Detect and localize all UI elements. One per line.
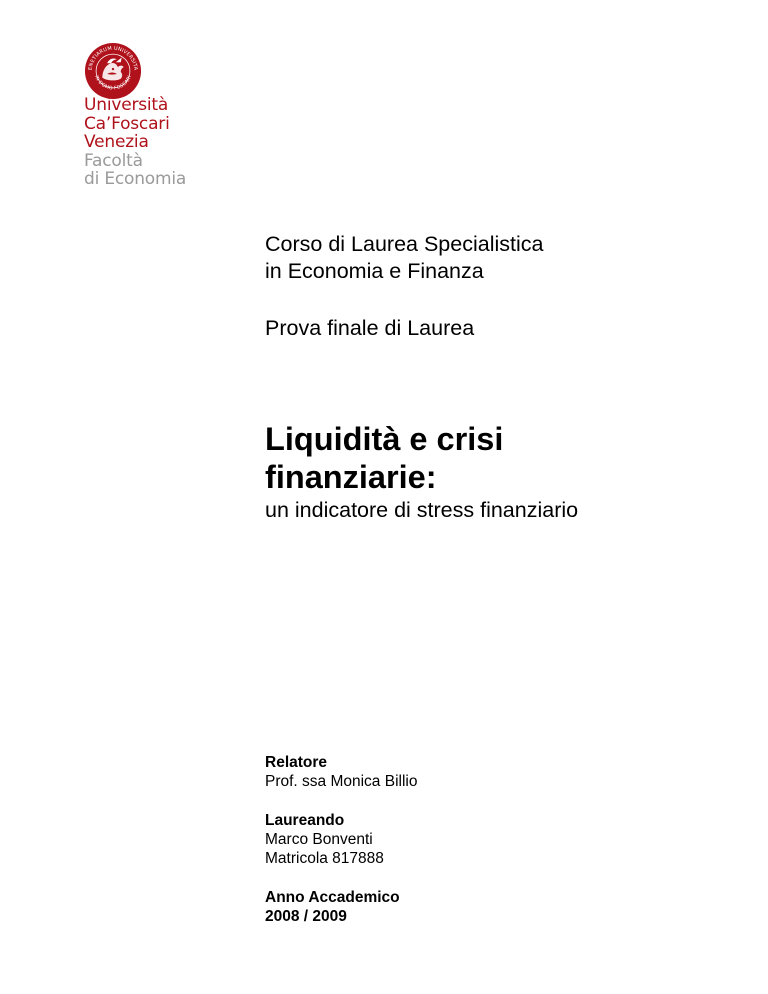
university-name-line: Venezia <box>84 132 149 152</box>
supervisor-label: Relatore <box>265 754 328 771</box>
supervisor-name: Prof. ssa Monica Billio <box>265 773 418 790</box>
university-name-line: Ca’Foscari <box>84 113 170 134</box>
student-name: Marco Bonventi <box>265 831 373 848</box>
student-label: Laureando <box>265 812 345 829</box>
faculty-name-line: di Economia <box>84 169 187 189</box>
student-id: Matricola 817888 <box>265 850 384 867</box>
thesis-title-line-1: Liquidità e crisi <box>265 421 504 457</box>
exam-type: Prova finale di Laurea <box>265 316 475 340</box>
seal-text-bottom: IN DOMO FOSCARI <box>93 75 133 92</box>
academic-year-label: Anno Accademico <box>265 889 400 906</box>
faculty-name-line: Facoltà <box>84 150 143 171</box>
academic-year-block <box>265 888 400 926</box>
university-name-line: Università <box>84 95 169 115</box>
thesis-subtitle: un indicatore di stress finanziario <box>265 498 579 522</box>
supervisor-block <box>265 753 417 791</box>
seal-text-top: ENETIARUM UNIVERSITA <box>87 45 139 71</box>
university-wordmark <box>84 96 186 189</box>
course-line-1: Corso di Laurea Specialistica <box>265 232 544 256</box>
course-line-2: in Economia e Finanza <box>265 259 484 283</box>
course-name <box>265 231 735 285</box>
student-block <box>265 811 384 868</box>
ca-foscari-seal-icon <box>84 42 142 100</box>
thesis-title <box>265 420 735 496</box>
thesis-title-line-2: finanziarie: <box>265 459 437 495</box>
academic-year-value: 2008 / 2009 <box>265 908 347 925</box>
